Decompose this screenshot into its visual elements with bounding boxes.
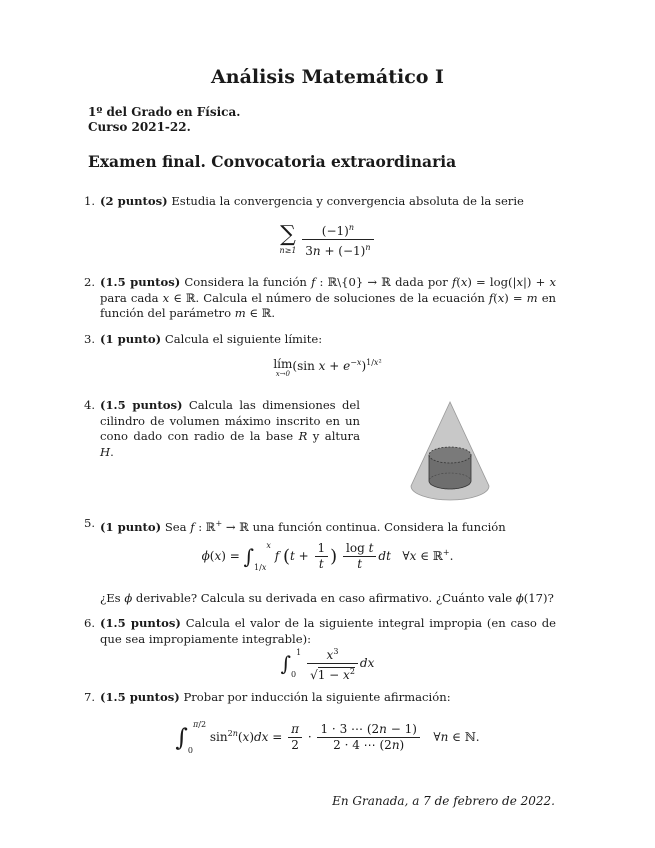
- induction-formula: $\int_0^{\pi/2}$ $\sin^{2n}(x)dx$ = $\frac{\pi}{2}$ · $\frac{1 \cdot 3 \cdots (2n - 1)}{2 \cdot 4 \cdots (2n)}$ ∀n ∈ ℕ.: [175, 720, 480, 755]
- problem-text: dada por: [395, 275, 448, 289]
- problem-text: Sea: [164, 519, 187, 534]
- problem-text: en función del parámetro: [100, 290, 557, 320]
- problem-5: 5. (1 punto) Sea f : ℝ+ → ℝ una función continua. Considera la función: [84, 516, 506, 534]
- cylinder-top: [429, 447, 471, 463]
- question-text: ¿Es: [100, 591, 121, 605]
- problem-text: una función continua. Considera la función: [252, 519, 506, 534]
- problem-3: [84, 332, 556, 348]
- problem-text: . Calcula el número de soluciones de la ecuación: [195, 290, 485, 305]
- cone-cylinder-figure: [405, 400, 495, 505]
- problem-text: Calcula el valor de la siguiente integral impropia (en caso de que sea impropiamente integrable):: [100, 616, 556, 646]
- problem-number: 7.: [84, 690, 96, 704]
- problem-points: (1.5 puntos): [100, 690, 180, 704]
- problem-number: 4.: [84, 398, 96, 412]
- problem-2: 2. (1.5 puntos) Considera la función f : ℝ\{0} → ℝ dada por f(x) = log(|x|) + x para cada x ∈ ℝ. Calcula el número de soluciones de la ecuación f(x) = m en función del parámetro m ∈ ℝ.: [84, 275, 557, 320]
- problem-points: (1 punto): [100, 519, 162, 534]
- problem-points: (1.5 puntos): [100, 275, 181, 289]
- phi-formula: $\phi(x) = \int_{1/x}^x$ f (t + $\frac{1}{t}$ ) $\frac{\text{log t}}{t}$ dt ∀x ∈ ℝ+.: [201, 541, 454, 572]
- problem-7: [84, 690, 556, 706]
- problem-points: (2 puntos): [100, 194, 168, 208]
- problem-text: Probar por inducción la siguiente afirmación:: [183, 690, 451, 704]
- problem-text: Calcula las dimensiones del cilindro de volumen máximo inscrito en un cono dado con radio de la base: [100, 398, 361, 443]
- problem-number: 3.: [84, 332, 96, 346]
- exam-title: Examen final. Convocatoria extraordinaria: [88, 152, 457, 171]
- series-formula: ∑ n≥1 $\frac{(-1)^n}{3n + (-1)^n}$: [0, 220, 655, 259]
- problem-5-question: ¿Es ϕ derivable? Calcula su derivada en caso afirmativo. ¿Cuánto vale ϕ(17)?: [100, 591, 554, 605]
- page-title: Análisis Matemático I: [211, 66, 444, 88]
- problem-1: [84, 194, 556, 210]
- problem-number: 2.: [84, 275, 96, 289]
- closing-line: En Granada, a 7 de febrero de 2022.: [332, 794, 555, 808]
- problem-text: y altura: [312, 429, 361, 443]
- problem-text: Considera la función: [184, 275, 307, 289]
- problem-6: [84, 616, 556, 647]
- problem-points: (1 punto): [100, 332, 162, 346]
- grade-line: 1º del Grado en Física.: [88, 105, 241, 119]
- course-line: Curso 2021-22.: [88, 120, 191, 134]
- question-text: derivable? Calcula su derivada en caso afirmativo. ¿Cuánto vale: [135, 591, 513, 605]
- problem-number: 5.: [84, 516, 96, 530]
- limit-formula: lím x→0 (sin $x + e^{-x})^{1/x^2}$: [273, 357, 382, 378]
- integral-formula: $\int_0^1$ $\frac{x^3}{√1 - x^2}$ dx: [0, 644, 655, 683]
- question-text: (17)?: [523, 591, 554, 605]
- problem-points: (1.5 puntos): [100, 616, 181, 630]
- problem-text: para cada: [100, 290, 159, 305]
- problem-number: 6.: [84, 616, 96, 630]
- problem-text: Calcula el siguiente límite:: [164, 332, 323, 346]
- problem-4: 4. (1.5 puntos) Calcula las dimensiones del cilindro de volumen máximo inscrito en un cono dado con radio de la base R y altura H.: [84, 398, 361, 459]
- problem-number: 1.: [84, 194, 96, 208]
- problem-text: Estudia la convergencia y convergencia absoluta de la serie: [171, 194, 524, 208]
- problem-points: (1.5 puntos): [100, 398, 183, 412]
